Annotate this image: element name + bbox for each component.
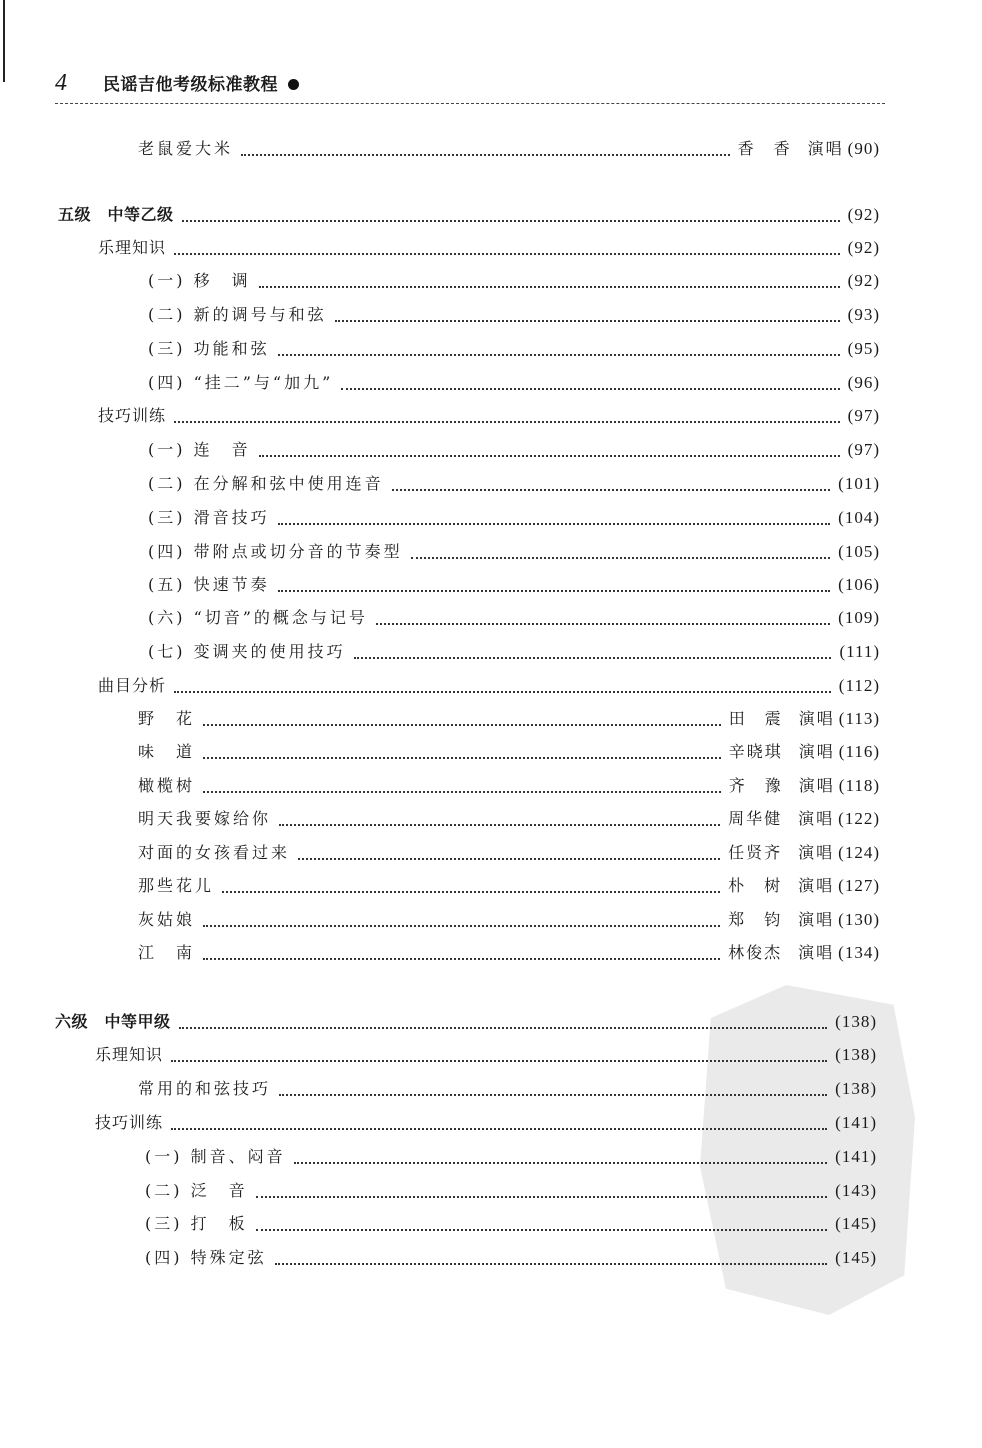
entry-performer: 齐 豫	[728, 776, 783, 795]
entry-title: 六级 中等甲级	[55, 1012, 171, 1031]
dot-leader	[354, 657, 832, 659]
entry-title: 乐理知识	[98, 238, 167, 257]
toc-song[interactable]	[138, 773, 880, 803]
toc-grade[interactable]	[55, 1009, 877, 1039]
dot-leader	[294, 1162, 828, 1164]
entry-page-number: (90)	[847, 139, 880, 158]
entry-performer-label: 演唱	[798, 943, 835, 962]
entry-performer-label: 演唱	[798, 709, 835, 728]
entry-page-number: (97)	[847, 440, 880, 459]
entry-title: (一) 移 调	[148, 271, 251, 290]
toc-subsection[interactable]	[148, 437, 880, 467]
toc-subsection[interactable]	[148, 370, 880, 400]
toc-subsection[interactable]	[145, 1211, 877, 1241]
entry-title: 野 花	[138, 709, 196, 728]
entry-title: (一) 制音、闷音	[145, 1147, 286, 1166]
entry-title: (二) 新的调号与和弦	[148, 305, 327, 324]
dot-leader	[241, 154, 730, 156]
dot-leader	[171, 1060, 827, 1062]
entry-title: (一) 连 音	[148, 440, 251, 459]
dot-leader	[174, 421, 840, 423]
entry-page-number: (130)	[838, 910, 880, 929]
entry-performer-label: 演唱	[798, 809, 835, 828]
toc-song[interactable]	[138, 136, 880, 166]
header-divider	[55, 103, 885, 104]
toc-subsection[interactable]	[148, 605, 880, 635]
dot-leader	[278, 354, 840, 356]
dot-leader	[279, 1094, 827, 1096]
entry-page-number: (138)	[835, 1079, 877, 1098]
dot-leader	[222, 891, 720, 893]
entry-page-number: (134)	[838, 943, 880, 962]
toc-subsection[interactable]	[145, 1178, 877, 1208]
dot-leader	[203, 724, 721, 726]
entry-performer: 朴 树	[728, 876, 783, 895]
entry-performer: 香 香	[737, 139, 792, 158]
entry-page-number: (97)	[847, 406, 880, 425]
entry-page-number: (118)	[838, 776, 880, 795]
toc-subsection[interactable]	[148, 505, 880, 535]
entry-page-number: (141)	[835, 1147, 877, 1166]
entry-title: (四) “挂二”与“加九”	[148, 373, 334, 392]
toc-song[interactable]	[138, 907, 880, 937]
dot-leader	[376, 623, 830, 625]
toc-section[interactable]	[98, 673, 880, 703]
dot-leader	[275, 1263, 828, 1265]
entry-performer: 林俊杰	[728, 943, 783, 962]
toc-subsection[interactable]	[148, 639, 880, 669]
page-header	[55, 70, 299, 97]
entry-title: (四) 带附点或切分音的节奏型	[148, 542, 403, 561]
entry-title: 灰姑娘	[138, 910, 196, 929]
toc-song[interactable]	[138, 806, 880, 836]
entry-title: 技巧训练	[98, 406, 167, 425]
dot-leader	[259, 455, 840, 457]
entry-title: 常用的和弦技巧	[138, 1079, 272, 1098]
entry-title: 味 道	[138, 742, 196, 761]
toc-song[interactable]	[138, 940, 880, 970]
entry-title: (六) “切音”的概念与记号	[148, 608, 368, 627]
dot-leader	[259, 286, 840, 288]
toc-section[interactable]	[98, 403, 880, 433]
entry-title: 橄榄树	[138, 776, 196, 795]
dot-leader	[278, 523, 831, 525]
toc-subsection[interactable]	[138, 1076, 877, 1106]
entry-page-number: (116)	[838, 742, 880, 761]
entry-title: (三) 滑音技巧	[148, 508, 270, 527]
entry-page-number: (124)	[838, 843, 880, 862]
toc-subsection[interactable]	[145, 1144, 877, 1174]
entry-page-number: (96)	[847, 373, 880, 392]
dot-leader	[179, 1027, 828, 1029]
dot-leader	[203, 757, 721, 759]
entry-page-number: (92)	[847, 205, 880, 224]
dot-leader	[411, 557, 831, 559]
entry-performer-label: 演唱	[798, 776, 835, 795]
toc-section[interactable]	[98, 235, 880, 265]
entry-page-number: (145)	[835, 1248, 877, 1267]
entry-page-number: (106)	[838, 575, 880, 594]
entry-title: 老鼠爱大米	[138, 139, 234, 158]
entry-performer: 田 震	[728, 709, 783, 728]
entry-title: (三) 打 板	[145, 1214, 248, 1233]
entry-page-number: (145)	[835, 1214, 877, 1233]
entry-page-number: (113)	[838, 709, 880, 728]
entry-title: 曲目分析	[98, 676, 167, 695]
toc-subsection[interactable]	[148, 471, 880, 501]
page-edge-line	[3, 0, 5, 82]
toc-song[interactable]	[138, 706, 880, 736]
toc-grade[interactable]	[58, 202, 880, 232]
toc-song[interactable]	[138, 840, 880, 870]
dot-leader	[279, 824, 720, 826]
entry-performer: 任贤齐	[728, 843, 783, 862]
dot-leader	[341, 388, 839, 390]
entry-performer-label: 演唱	[798, 910, 835, 929]
toc-section[interactable]	[95, 1110, 877, 1140]
entry-title: (四) 特殊定弦	[145, 1248, 267, 1267]
bullet-icon	[288, 79, 299, 90]
entry-title: (五) 快速节奏	[148, 575, 270, 594]
entry-title: 技巧训练	[95, 1113, 164, 1132]
entry-title: 明天我要嫁给你	[138, 809, 272, 828]
entry-performer: 辛晓琪	[728, 742, 783, 761]
entry-title: (三) 功能和弦	[148, 339, 270, 358]
entry-performer-label: 演唱	[798, 742, 835, 761]
entry-title: 乐理知识	[95, 1045, 164, 1064]
entry-performer: 郑 钧	[728, 910, 783, 929]
entry-title: (二) 在分解和弦中使用连音	[148, 474, 384, 493]
dot-leader	[182, 220, 840, 222]
entry-page-number: (111)	[839, 642, 880, 661]
entry-title: 对面的女孩看过来	[138, 843, 291, 862]
entry-title: 江 南	[138, 943, 196, 962]
toc-song[interactable]	[138, 739, 880, 769]
entry-page-number: (95)	[847, 339, 880, 358]
entry-performer-label: 演唱	[798, 843, 835, 862]
entry-title: (七) 变调夹的使用技巧	[148, 642, 346, 661]
entry-title: (二) 泛 音	[145, 1181, 248, 1200]
dot-leader	[171, 1128, 827, 1130]
book-title: 民谣吉他考级标准教程	[103, 75, 278, 95]
toc-subsection[interactable]	[148, 302, 880, 332]
entry-page-number: (105)	[838, 542, 880, 561]
entry-page-number: (101)	[838, 474, 880, 493]
entry-page-number: (112)	[838, 676, 880, 695]
dot-leader	[298, 858, 720, 860]
dot-leader	[278, 590, 831, 592]
entry-page-number: (138)	[835, 1045, 877, 1064]
dot-leader	[256, 1196, 828, 1198]
toc-subsection[interactable]	[148, 572, 880, 602]
entry-performer-label: 演唱	[798, 876, 835, 895]
page-number: 4	[55, 70, 67, 96]
entry-page-number: (92)	[847, 238, 880, 257]
entry-page-number: (122)	[838, 809, 880, 828]
dot-leader	[256, 1229, 828, 1231]
entry-title: 五级 中等乙级	[58, 205, 174, 224]
dot-leader	[174, 691, 831, 693]
entry-performer-label: 演唱	[807, 139, 844, 158]
dot-leader	[174, 253, 840, 255]
entry-page-number: (141)	[835, 1113, 877, 1132]
dot-leader	[203, 958, 720, 960]
entry-page-number: (143)	[835, 1181, 877, 1200]
dot-leader	[203, 791, 721, 793]
entry-page-number: (109)	[838, 608, 880, 627]
toc-subsection[interactable]	[148, 268, 880, 298]
entry-page-number: (92)	[847, 271, 880, 290]
entry-performer: 周华健	[728, 809, 783, 828]
entry-page-number: (104)	[838, 508, 880, 527]
entry-page-number: (93)	[847, 305, 880, 324]
toc-section[interactable]	[95, 1042, 877, 1072]
toc-subsection[interactable]	[148, 539, 880, 569]
dot-leader	[392, 489, 831, 491]
dot-leader	[203, 925, 720, 927]
entry-page-number: (138)	[835, 1012, 877, 1031]
toc-subsection[interactable]	[148, 336, 880, 366]
entry-page-number: (127)	[838, 876, 880, 895]
dot-leader	[335, 320, 840, 322]
toc-song[interactable]	[138, 873, 880, 903]
entry-title: 那些花儿	[138, 876, 215, 895]
toc-subsection[interactable]	[145, 1245, 877, 1275]
